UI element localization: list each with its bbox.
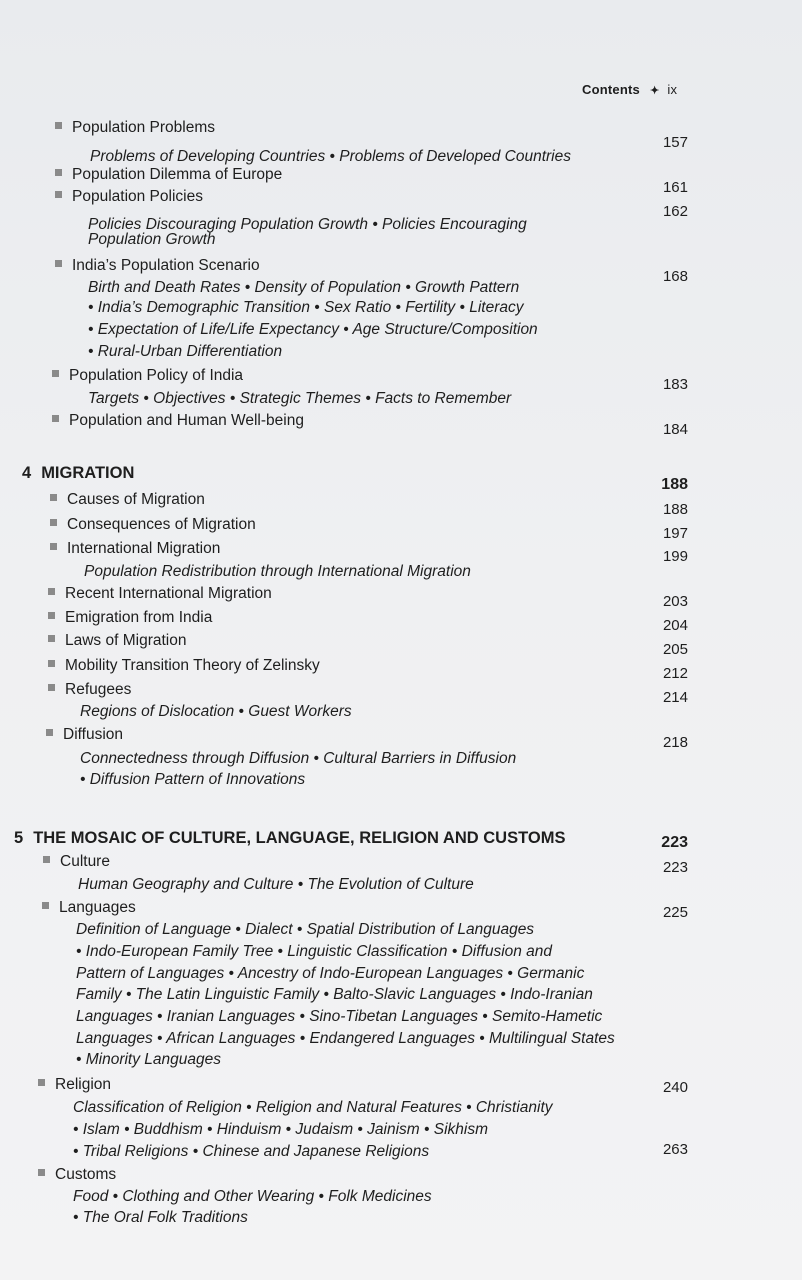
chapter-number: 5 bbox=[14, 829, 24, 847]
square-bullet-icon bbox=[55, 169, 62, 176]
running-head bbox=[582, 82, 677, 97]
chapter-heading bbox=[14, 829, 565, 848]
square-bullet-icon bbox=[52, 415, 59, 422]
toc-entry bbox=[48, 681, 131, 699]
toc-subtopics: Pattern of Languages • Ancestry of Indo-European Languages • Germanic bbox=[76, 965, 585, 982]
entry-page-number: 157 bbox=[662, 134, 688, 151]
entry-page-number: 225 bbox=[662, 904, 688, 921]
entry-page-number: 223 bbox=[662, 859, 688, 876]
square-bullet-icon bbox=[46, 729, 53, 736]
toc-entry bbox=[55, 257, 260, 275]
toc-subtopics: Problems of Developing Countries • Problems of Developed Countries bbox=[90, 148, 571, 165]
chapter-page-number: 188 bbox=[661, 476, 688, 493]
toc-subtopics: • Indo-European Family Tree • Linguistic Classification • Diffusion and bbox=[76, 943, 553, 960]
square-bullet-icon bbox=[48, 635, 55, 642]
square-bullet-icon bbox=[52, 370, 59, 377]
toc-entry bbox=[55, 166, 282, 184]
toc-entry-title: Population Dilemma of Europe bbox=[72, 166, 283, 183]
toc-subtopics: Population Redistribution through International Migration bbox=[84, 563, 471, 580]
toc-subtopics: Policies Discouraging Population Growth • Policies Encouraging bbox=[88, 216, 527, 233]
toc-entry bbox=[50, 540, 220, 558]
toc-entry bbox=[46, 726, 123, 744]
roman-page-number: ix bbox=[667, 82, 678, 97]
toc-entry-title: Consequences of Migration bbox=[67, 516, 256, 533]
toc-entry-title: Diffusion bbox=[63, 726, 124, 743]
entry-page-number: 188 bbox=[662, 501, 688, 518]
toc-subtopics: Family • The Latin Linguistic Family • Balto-Slavic Languages • Indo-Iranian bbox=[76, 986, 593, 1003]
square-bullet-icon bbox=[38, 1079, 45, 1086]
toc-subtopics: Targets • Objectives • Strategic Themes • Facts to Remember bbox=[88, 390, 512, 407]
chapter-page-number: 223 bbox=[661, 834, 688, 851]
toc-entry-title: Laws of Migration bbox=[65, 632, 187, 649]
toc-entry-title: Religion bbox=[55, 1076, 112, 1093]
toc-subtopics: • Minority Languages bbox=[76, 1051, 222, 1068]
toc-subtopics: Regions of Dislocation • Guest Workers bbox=[80, 703, 352, 720]
square-bullet-icon bbox=[38, 1169, 45, 1176]
toc-entry bbox=[50, 516, 256, 534]
toc-entry bbox=[43, 853, 110, 871]
toc-entry-title: Population Policies bbox=[72, 188, 203, 205]
toc-entry-title: Causes of Migration bbox=[67, 491, 205, 508]
square-bullet-icon bbox=[48, 684, 55, 691]
toc-entry-title: Languages bbox=[59, 899, 136, 916]
toc-entry-title: Refugees bbox=[65, 681, 132, 698]
entry-page-number: 263 bbox=[662, 1141, 688, 1158]
toc-subtopics: Languages • Iranian Languages • Sino-Tibetan Languages • Semito-Hametic bbox=[76, 1008, 603, 1025]
entry-page-number: 203 bbox=[662, 593, 688, 610]
toc-subtopics: Definition of Language • Dialect • Spatial Distribution of Languages bbox=[76, 921, 535, 938]
toc-subtopics: Birth and Death Rates • Density of Population • Growth Pattern bbox=[88, 279, 520, 296]
toc-subtopics: Food • Clothing and Other Wearing • Folk Medicines bbox=[73, 1188, 432, 1205]
toc-subtopics: Human Geography and Culture • The Evolution of Culture bbox=[78, 876, 474, 893]
toc-subtopics: Population Growth bbox=[88, 231, 216, 248]
toc-entry bbox=[48, 585, 272, 603]
toc-entry-title: Culture bbox=[60, 853, 110, 870]
toc-entry bbox=[42, 899, 136, 917]
toc-entry-title: Customs bbox=[55, 1166, 117, 1183]
toc-subtopics: Connectedness through Diffusion • Cultural Barriers in Diffusion bbox=[80, 750, 517, 767]
square-bullet-icon bbox=[50, 519, 57, 526]
entry-page-number: 240 bbox=[662, 1079, 688, 1096]
toc-entry-title: India’s Population Scenario bbox=[72, 257, 260, 274]
toc-entry-title: Recent International Migration bbox=[65, 585, 272, 602]
square-bullet-icon bbox=[48, 612, 55, 619]
entry-page-number: 204 bbox=[662, 617, 688, 634]
entry-page-number: 197 bbox=[662, 525, 688, 542]
entry-page-number: 183 bbox=[662, 376, 688, 393]
toc-entry bbox=[38, 1076, 111, 1094]
toc-entry-title: Population and Human Well-being bbox=[69, 412, 304, 429]
toc-subtopics: • Expectation of Life/Life Expectancy • Age Structure/Composition bbox=[88, 321, 538, 338]
toc-subtopics: • Rural-Urban Differentiation bbox=[88, 343, 283, 360]
entry-page-number: 212 bbox=[662, 665, 688, 682]
chapter-title: THE MOSAIC OF CULTURE, LANGUAGE, RELIGION AND CUSTOMS bbox=[33, 829, 566, 847]
toc-subtopics: • Diffusion Pattern of Innovations bbox=[80, 771, 306, 788]
square-bullet-icon bbox=[55, 122, 62, 129]
toc-entry bbox=[48, 609, 212, 627]
entry-page-number: 214 bbox=[662, 689, 688, 706]
toc-entry bbox=[52, 367, 243, 385]
entry-page-number: 205 bbox=[662, 641, 688, 658]
toc-entry bbox=[50, 491, 205, 509]
square-bullet-icon bbox=[50, 494, 57, 501]
entry-page-number: 218 bbox=[662, 734, 688, 751]
chapter-heading bbox=[22, 464, 134, 483]
chapter-title: MIGRATION bbox=[41, 464, 135, 482]
square-bullet-icon bbox=[55, 260, 62, 267]
toc-entry bbox=[38, 1166, 116, 1184]
toc-entry bbox=[55, 119, 215, 137]
toc-entry-title: Emigration from India bbox=[65, 609, 213, 626]
entry-page-number: 161 bbox=[662, 179, 688, 196]
toc-subtopics: • The Oral Folk Traditions bbox=[73, 1209, 248, 1226]
entry-page-number: 199 bbox=[662, 548, 688, 565]
toc-entry bbox=[55, 188, 203, 206]
toc-entry-title: Population Policy of India bbox=[69, 367, 244, 384]
toc-entry bbox=[48, 657, 320, 675]
toc-entry-title: International Migration bbox=[67, 540, 221, 557]
running-head-label: Contents bbox=[582, 82, 640, 97]
entry-page-number: 184 bbox=[662, 421, 688, 438]
square-bullet-icon bbox=[48, 588, 55, 595]
toc-subtopics: • Tribal Religions • Chinese and Japanese Religions bbox=[73, 1143, 430, 1160]
square-bullet-icon bbox=[55, 191, 62, 198]
square-bullet-icon bbox=[48, 660, 55, 667]
toc-entry bbox=[52, 412, 304, 430]
toc-subtopics: • Islam • Buddhism • Hinduism • Judaism • Jainism • Sikhism bbox=[73, 1121, 489, 1138]
toc-entry bbox=[48, 632, 186, 650]
square-bullet-icon bbox=[50, 543, 57, 550]
toc-entry-title: Population Problems bbox=[72, 119, 216, 136]
toc-subtopics: Languages • African Languages • Endangered Languages • Multilingual States bbox=[76, 1030, 615, 1047]
toc-subtopics: • India’s Demographic Transition • Sex Ratio • Fertility • Literacy bbox=[88, 299, 524, 316]
square-bullet-icon bbox=[43, 856, 50, 863]
toc-entry-title: Mobility Transition Theory of Zelinsky bbox=[65, 657, 320, 674]
square-bullet-icon bbox=[42, 902, 49, 909]
chapter-number: 4 bbox=[22, 464, 32, 482]
star-icon: ✦ bbox=[649, 85, 660, 97]
toc-subtopics: Classification of Religion • Religion and Natural Features • Christianity bbox=[73, 1099, 553, 1116]
entry-page-number: 168 bbox=[662, 268, 688, 285]
entry-page-number: 162 bbox=[662, 203, 688, 220]
